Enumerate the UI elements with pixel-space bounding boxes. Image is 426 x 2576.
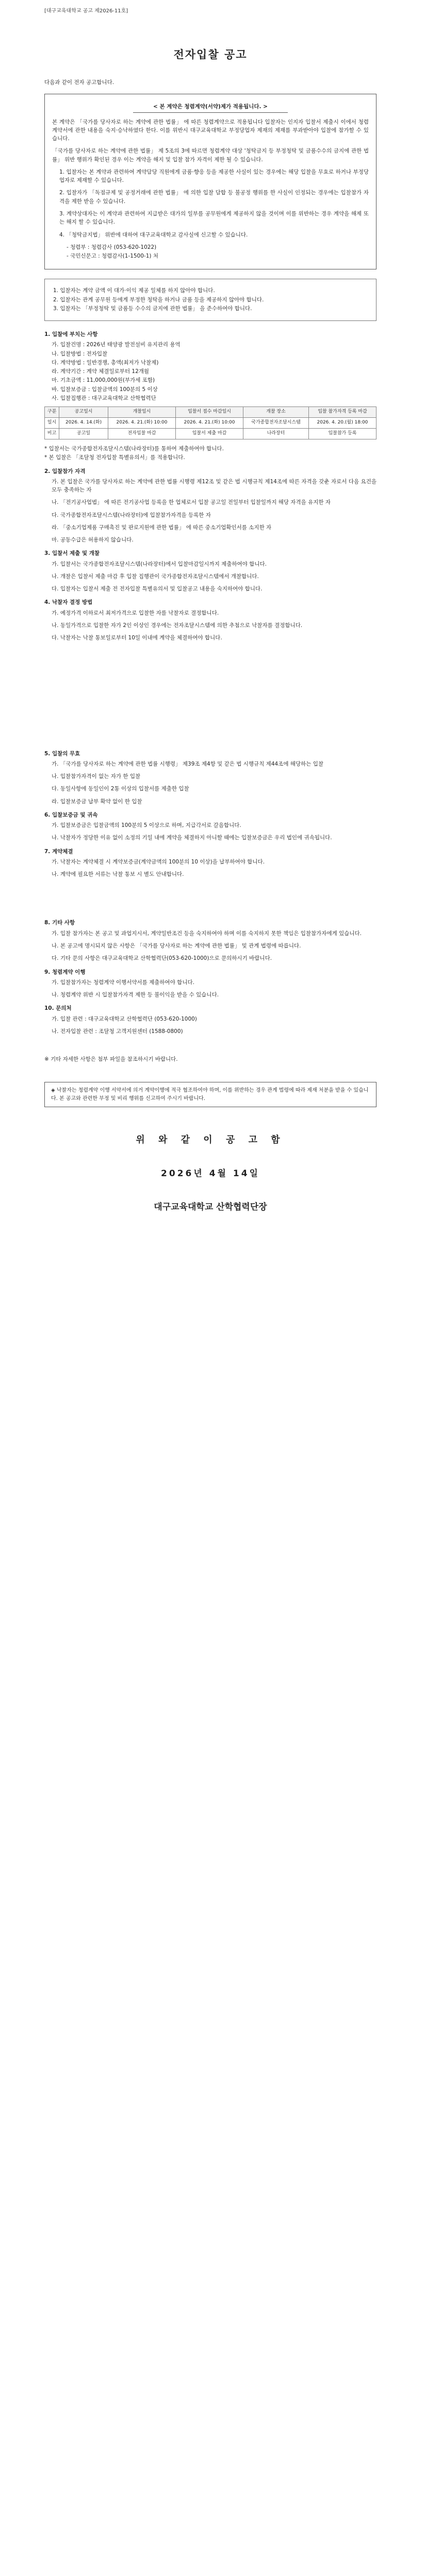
section-item: 마. 공동수급은 허용하지 않습니다. bbox=[52, 537, 134, 544]
integrity-notice-box bbox=[44, 94, 376, 269]
section-item: 나. 전자입찰 관련 : 조달청 고객지원센터 (1588-0800) bbox=[52, 1028, 183, 1035]
section-item: 나. 본 공고에 명시되지 않은 사항은 「국가를 당사자로 하는 계약에 관한 법률」 및 관계 법령에 따릅니다. bbox=[52, 943, 301, 949]
section-item: 나. 계약에 필요한 서류는 낙찰 통보 시 별도 안내합니다. bbox=[52, 871, 184, 878]
spacer bbox=[44, 883, 376, 913]
section-item: 나. 동일가격으로 입찰한 자가 2인 이상인 경우에는 전자조달시스템에 의한 추첨으로 낙찰자를 결정합니다. bbox=[52, 622, 303, 629]
intro-text: 다음과 같이 전자 공고합니다. bbox=[44, 79, 114, 86]
table-header: 공고일시 bbox=[59, 407, 108, 418]
table-cell: 일시 bbox=[45, 418, 59, 429]
table-cell: 2026. 4. 21.(화) 10:00 bbox=[108, 418, 175, 429]
section-2 bbox=[44, 467, 376, 545]
table-note: * 입찰서는 국가종합전자조달시스템(나라장터)를 통하여 제출하여야 합니다. bbox=[44, 446, 224, 452]
table-cell: 2026. 4. 20.(월) 18:00 bbox=[308, 418, 376, 429]
announcement-number: [대구교육대학교 공고 제2026-11호] bbox=[44, 8, 128, 14]
table-header: 입찰서 접수 마감일시 bbox=[175, 407, 243, 418]
table-row bbox=[45, 418, 376, 429]
section-item: 가. 입찰건명 : 2026년 태양광 발전설비 유지관리 용역 bbox=[52, 342, 181, 348]
table-header: 개찰일시 bbox=[108, 407, 175, 418]
table-header-row bbox=[45, 407, 376, 418]
integrity-notice-item: 1. 입찰자는 본 계약과 관련하여 계약담당 직원에게 금품·향응 등을 제공한 사실이 있는 경우에는 해당 입찰을 무효로 하거나 부정당업자로 제재할 수 있습니다. bbox=[59, 168, 369, 184]
spacer bbox=[44, 1040, 376, 1055]
integrity-notice-heading: < 본 계약은 청렴계약(서약)제가 적용됩니다. > bbox=[133, 103, 288, 112]
section-item: 바. 입찰보증금 : 입찰금액의 100분의 5 이상 bbox=[52, 386, 158, 393]
integrity-contact: - 청렴부 : 청렴감사 (053-620-1022) bbox=[67, 244, 157, 250]
section-item: 마. 기초금액 : 11,000,000원(부가세 포함) bbox=[52, 377, 155, 384]
section-item: 가. 입찰 관련 : 대구교육대학교 산학협력단 (053-620-1000) bbox=[52, 1015, 197, 1022]
section-item: 다. 계약방법 : 일반경쟁, 총액(최저가 낙찰제) bbox=[52, 359, 159, 366]
table-header: 입찰 참가자격 등록 마감 bbox=[308, 407, 376, 418]
table-header: 개찰 장소 bbox=[243, 407, 309, 418]
table-note: * 본 입찰은 「조달청 전자입찰 특별유의서」를 적용합니다. bbox=[44, 454, 185, 461]
section-item: 가. 입찰서는 국가종합전자조달시스템(나라장터)에서 입찰마감일시까지 제출하여야 합니다. bbox=[52, 561, 267, 567]
section-item: 다. 입찰자는 입찰서 제출 전 전자입찰 특별유의서 및 입찰공고 내용을 숙지하여야 합니다. bbox=[52, 586, 263, 592]
table-row bbox=[45, 429, 376, 439]
section-8 bbox=[44, 919, 376, 962]
final-notice-text: ◈ 낙찰자는 청렴계약 이행 서약서에 의거 계약이행에 적극 협조하여야 하며, 이를 위반하는 경우 관계 법령에 따라 제재 처분을 받을 수 있습니다. 본 공고와 관련한 부정 및 비리 행위를 신고하여 주시기 바랍니다. bbox=[51, 1088, 369, 1101]
section-title: 9. 청렴계약 이행 bbox=[44, 969, 86, 975]
table-cell: 2026. 4. 14.(화) bbox=[59, 418, 108, 429]
table-header: 구분 bbox=[45, 407, 59, 418]
section-10 bbox=[44, 1004, 376, 1036]
section-9 bbox=[44, 968, 376, 999]
section-title: 6. 입찰보증금 및 귀속 bbox=[44, 811, 98, 818]
summary-item: 3. 입찰자는 「부정청탁 및 금품등 수수의 금지에 관한 법률」 을 준수하여야 합니다. bbox=[53, 305, 252, 312]
section-item: 나. 낙찰자가 정당한 이유 없이 소정의 기일 내에 계약을 체결하지 아니할 때에는 입찰보증금은 우리 법인에 귀속됩니다. bbox=[52, 835, 332, 841]
integrity-notice-paragraph: 본 계약은 「국가를 당사자로 하는 계약에 관한 법률」 에 따른 청렴계약으로 적용됩니다 입찰자는 인지자 입찰서 제출시 이에서 청렴계약서에 관한 내용을 숙지·승낙하였다 한다. 이를 위반시 대구교육대학교 부정당업자 제재의 제재를 부과받아야 입찰에 참가할 수 있습니다. bbox=[52, 118, 369, 142]
integrity-notice-item: 2. 입찰자가 「독점규제 및 공정거래에 관한 법률」 에 의한 입찰 담합 등 불공정 행위를 한 사실이 인정되는 경우에는 입찰참가 자격을 제한 받을 수 있습니다. bbox=[59, 190, 369, 205]
section-item: 나. 입찰참가자격이 없는 자가 한 입찰 bbox=[52, 773, 141, 780]
section-item: 나. 입찰방법 : 전자입찰 bbox=[52, 350, 108, 357]
table-cell: 공고일 bbox=[59, 429, 108, 439]
section-item: 가. 입찰보증금은 입찰금액의 100분의 5 이상으로 하며, 지급각서로 갈음합니다. bbox=[52, 822, 241, 829]
schedule-table bbox=[44, 406, 376, 439]
closing-statement: 위 와 같 이 공 고 함 bbox=[136, 1134, 285, 1146]
integrity-contact: - 국민신문고 : 청렴감사(1-1500-1) 처 bbox=[67, 253, 158, 260]
table-cell: 비고 bbox=[45, 429, 59, 439]
announcement-date: 2026년 4월 14일 bbox=[161, 1168, 260, 1179]
page-title: 전자입찰 공고 bbox=[173, 48, 248, 61]
section-3 bbox=[44, 549, 376, 593]
summary-box bbox=[44, 279, 376, 321]
section-item: 다. 동일사항에 동일인이 2통 이상의 입찰서를 제출한 입찰 bbox=[52, 786, 189, 792]
integrity-notice-item: 3. 계약상대자는 이 계약과 관련하여 지급받은 대가의 일부를 공무원에게 제공하지 않을 것이며 이를 위반하는 경우 계약을 해제 또는 해지 할 수 있습니다. bbox=[59, 210, 369, 226]
section-title: 5. 입찰의 무효 bbox=[44, 750, 80, 757]
section-title: 1. 입찰에 부치는 사항 bbox=[44, 331, 98, 338]
integrity-notice-paragraph: 「국가를 당사자로 하는 계약에 관한 법률」 제 5조의 3에 따르면 청렴계약 대상 '청탁금지 등 부정청탁 및 금품수수의 금지에 관한 법률」 위반 행위가 확인된 경우 이는 계약을 해지 및 입찰 참가 자격이 제한 될 수 있습니다. bbox=[52, 148, 369, 163]
section-title: 7. 계약체결 bbox=[44, 848, 73, 855]
section-item: 다. 국가종합전자조달시스템(나라장터)에 입찰참가자격을 등록한 자 bbox=[52, 512, 211, 518]
table-cell: 2026. 4. 21.(화) 10:00 bbox=[175, 418, 243, 429]
section-item: 라. 계약기간 : 계약 체결일로부터 12개월 bbox=[52, 368, 150, 375]
section-4 bbox=[44, 598, 376, 642]
table-cell: 나라장터 bbox=[243, 429, 309, 439]
section-item: 사. 입찰집행관 : 대구교육대학교 산학협력단 bbox=[52, 395, 156, 401]
section-5 bbox=[44, 750, 376, 806]
section-title: 3. 입찰서 제출 및 개찰 bbox=[44, 550, 100, 557]
summary-item: 2. 입찰자는 관계 공무원 등에게 부정한 청탁을 하거나 금품 등을 제공하지 않아야 합니다. bbox=[53, 296, 264, 303]
section-item: 나. 「전기공사업법」 에 따른 전기공사업 등록을 한 업체로서 입찰 공고일 전일부터 입찰일까지 해당 자격을 유지한 자 bbox=[52, 499, 331, 506]
section-item: 가. 예정가격 이하로서 최저가격으로 입찰한 자를 낙찰자로 결정합니다. bbox=[52, 609, 219, 616]
section-item: 가. 입찰참가자는 청렴계약 이행서약서를 제출하여야 합니다. bbox=[52, 979, 194, 986]
section-item: 가. 본 입찰은 국가를 당사자로 하는 계약에 관한 법률 시행령 제12조 및 같은 법 시행규칙 제14조에 따른 자격을 갖춘 자로서 다음 요건을 모두 충족하는 자 bbox=[52, 478, 376, 494]
table-cell: 입찰서 제출 마감 bbox=[175, 429, 243, 439]
section-item: 가. 입찰 참가자는 본 공고 및 과업지시서, 계약일반조건 등을 숙지하여야 하며 이를 숙지하지 못한 책임은 입찰참가자에게 있습니다. bbox=[52, 930, 362, 937]
attachment-note: ※ 기타 자세한 사항은 첨부 파일을 참조하시기 바랍니다. bbox=[44, 1056, 178, 1063]
section-1 bbox=[44, 330, 376, 402]
section-title: 4. 낙찰자 결정 방법 bbox=[44, 599, 93, 606]
section-item: 라. 입찰보증금 납부 확약 없이 한 입찰 bbox=[52, 798, 142, 805]
section-item: 다. 낙찰자는 낙찰 통보일로부터 10일 이내에 계약을 체결하여야 합니다. bbox=[52, 635, 222, 641]
section-item: 다. 기타 문의 사항은 대구교육대학교 산학협력단(053-620-1000)으로 문의하시기 바랍니다. bbox=[52, 955, 272, 962]
table-cell: 국가종합전자조달시스템 bbox=[243, 418, 309, 429]
section-item: 가. 낙찰자는 계약체결 시 계약보증금(계약금액의 100분의 10 이상)을 납부하여야 합니다. bbox=[52, 858, 265, 865]
table-cell: 전자입찰 마감 bbox=[108, 429, 175, 439]
section-title: 10. 문의처 bbox=[44, 1005, 72, 1012]
final-notice-box bbox=[44, 1082, 376, 1107]
section-item: 나. 청렴계약 위반 시 입찰참가자격 제한 등 불이익을 받을 수 있습니다. bbox=[52, 992, 219, 998]
section-item: 가. 「국가를 당사자로 하는 계약에 관한 법률 시행령」 제39조 제4항 및 같은 법 시행규칙 제44조에 해당하는 입찰 bbox=[52, 760, 324, 767]
section-7 bbox=[44, 848, 376, 879]
summary-item: 1. 입찰자는 계약 금액 이 대가·이익 제공 일체를 하지 않아야 합니다. bbox=[53, 287, 215, 294]
spacer bbox=[44, 647, 376, 744]
section-title: 8. 기타 사항 bbox=[44, 920, 75, 926]
section-item: 라. 「중소기업제품 구매촉진 및 판로지원에 관한 법률」 에 따른 중소기업확인서를 소지한 자 bbox=[52, 524, 272, 531]
table-cell: 입찰참가 등록 bbox=[308, 429, 376, 439]
section-title: 2. 입찰참가 자격 bbox=[44, 468, 86, 474]
issuer-name: 대구교육대학교 산학협력단장 bbox=[154, 1201, 267, 1212]
section-6 bbox=[44, 811, 376, 842]
integrity-notice-item: 4. 「청탁금지법」 위반에 대하여 대구교육대학교 감사실에 신고할 수 있습니다. bbox=[59, 231, 248, 238]
section-item: 나. 개찰은 입찰서 제출 마감 후 입찰 집행관이 국가종합전자조달시스템에서 개찰합니다. bbox=[52, 573, 259, 580]
